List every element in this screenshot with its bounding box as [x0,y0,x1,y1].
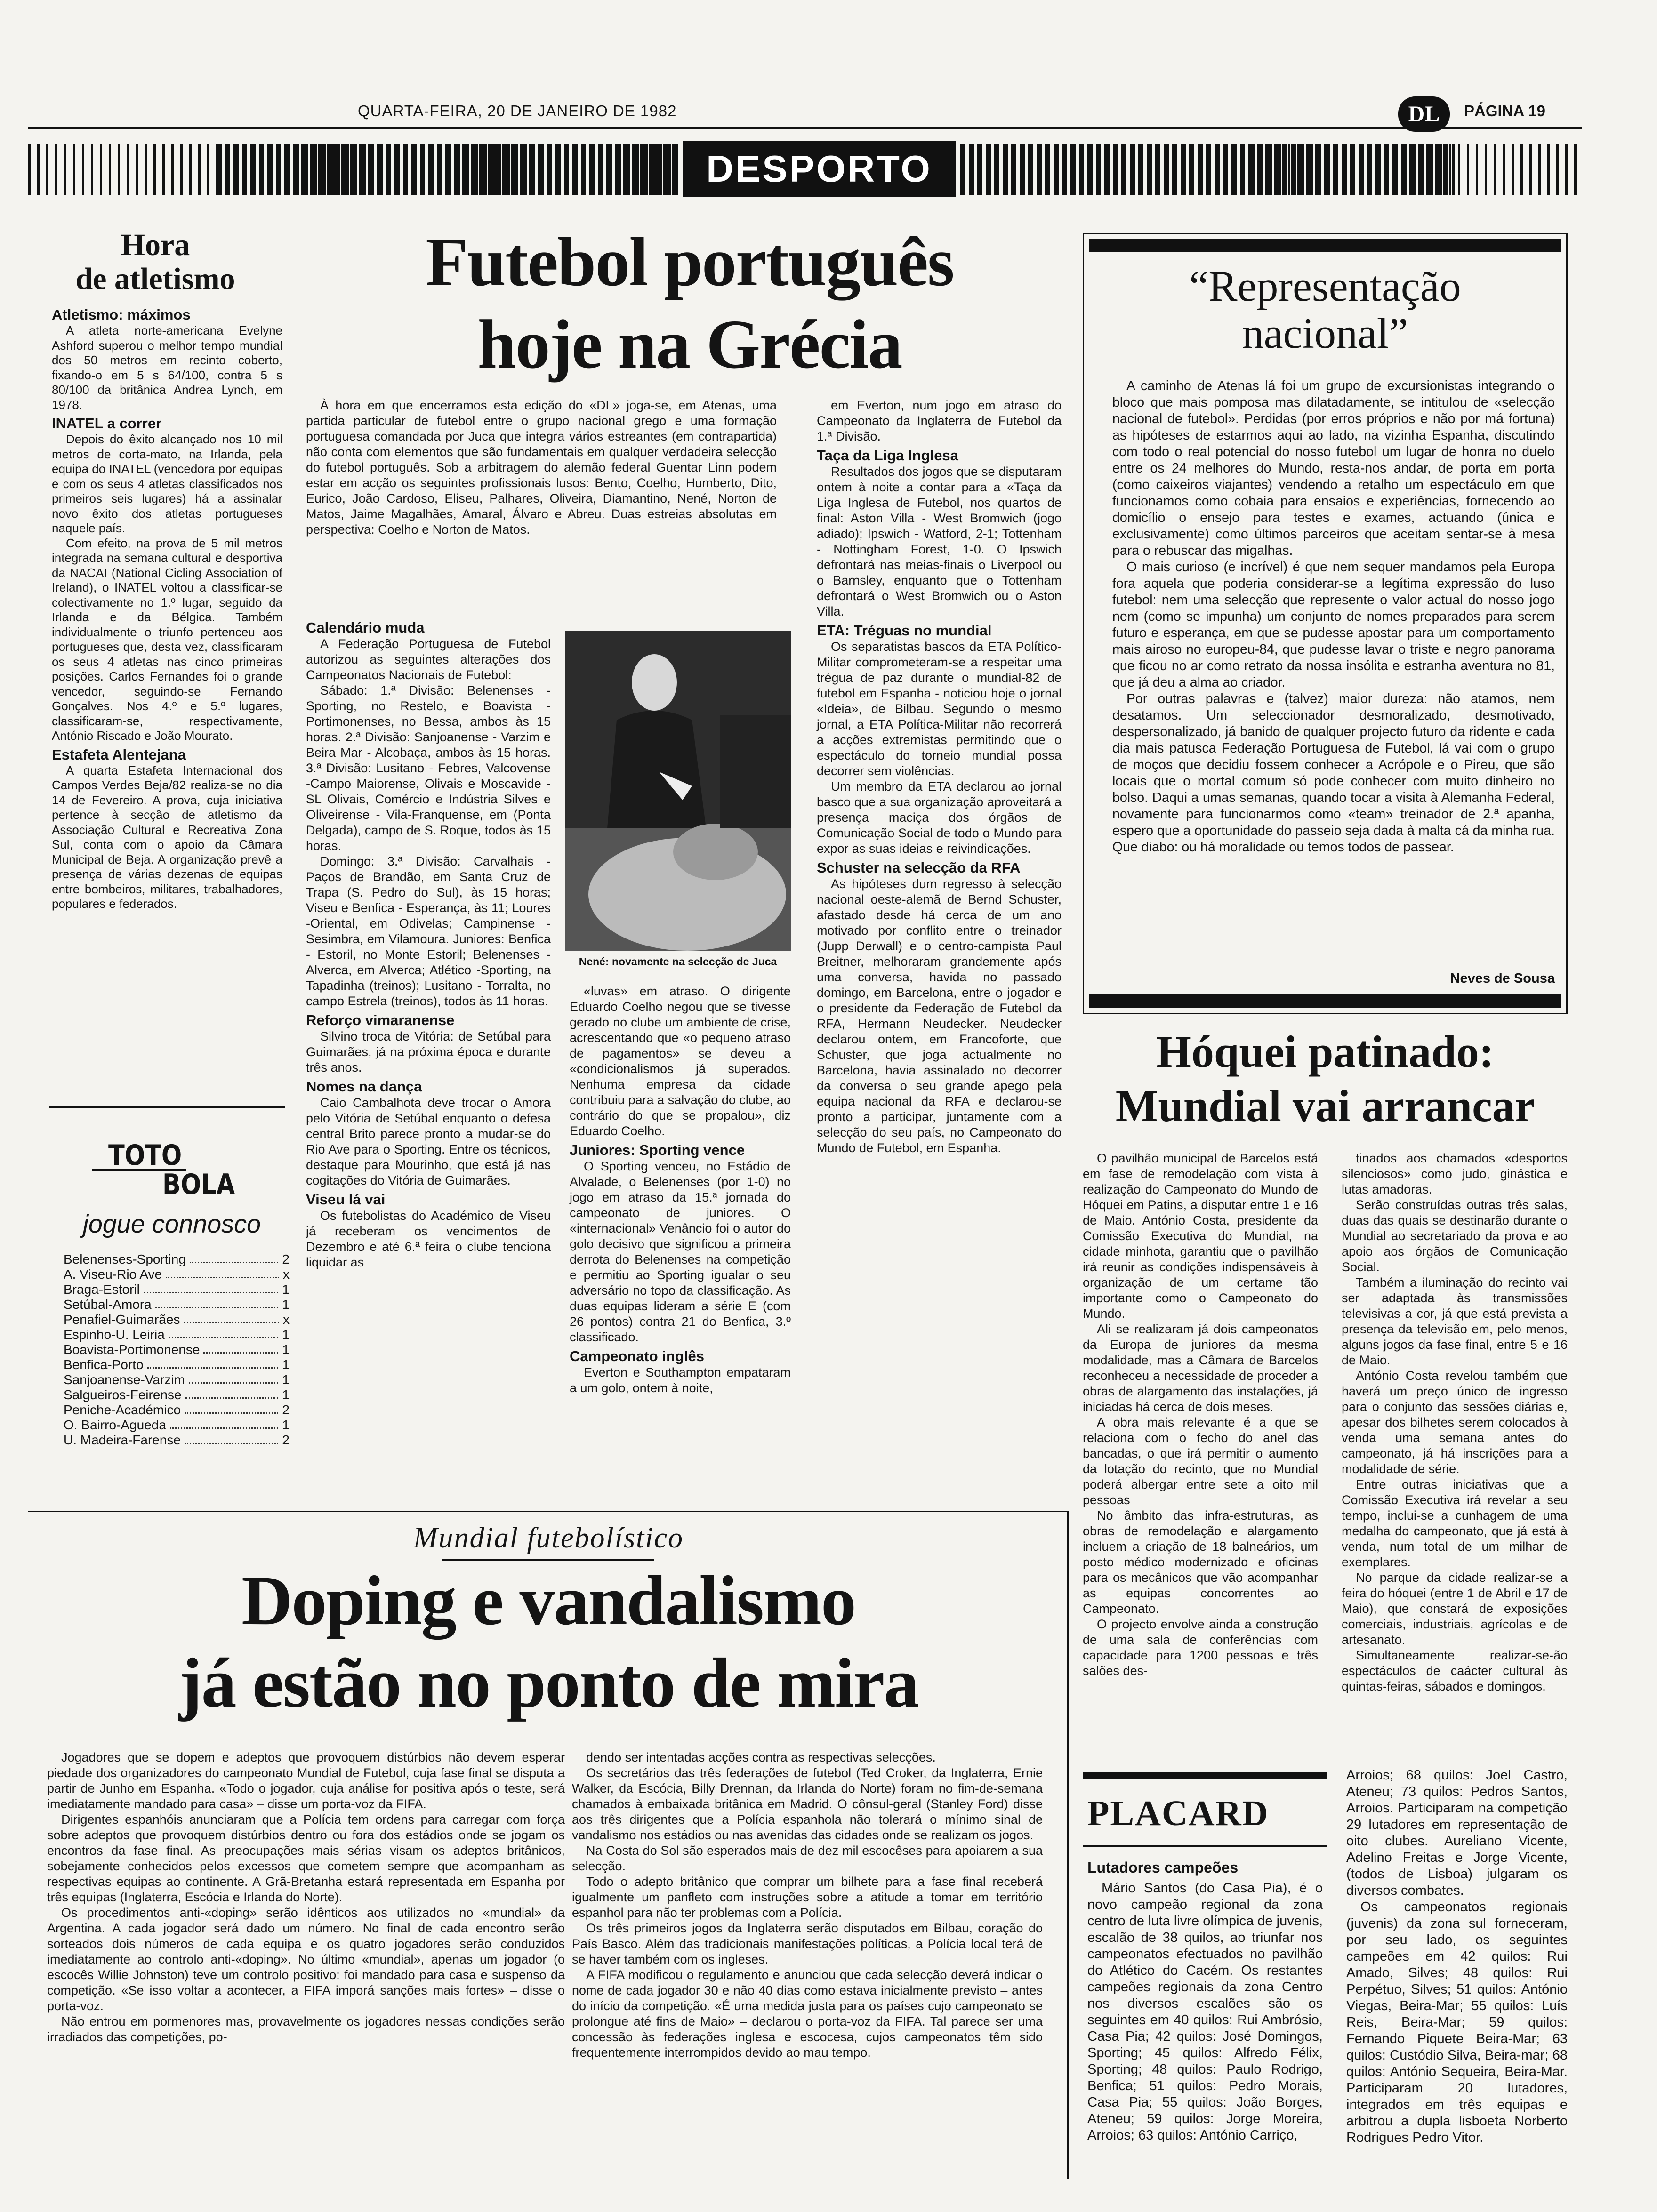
totobola-match: Belenenses-Sporting [64,1252,186,1266]
totobola-prediction: 1 [282,1297,290,1312]
paragraph: Serão construídas outras três salas, duas das quais se destinarão durante o Mundial ao secretariado da prova e ao apoio aos órgãos de Comunicação Social. [1342,1198,1568,1274]
nene-photo [565,631,791,951]
placard-title: PLACARD [1087,1794,1269,1833]
totobola-game [64,1267,290,1282]
totobola-match: Penafiel-Guimarães [64,1312,180,1327]
totobola-game [64,1433,290,1448]
futebol-col4 [817,398,1062,1156]
subhead: ETA: Tréguas no mundial [817,622,992,639]
paragraph: Dirigentes espanhóis anunciaram que a Polícia tem ordens para carregar com força sobre adeptos que provoquem distúrbios dentro ou fora dos estádios onde se jogam os encontros da fase final. As preocupações mais sérias visam os adeptos britânicos, sobejamente conhecidos pelos excessos que cometem sempre que acompanham as respectivas equipas ao continente. A Grã-Bretanha estará representada em Espanha por três equipas (Inglaterra, Escócia e Irlanda do Norte). [47,1812,565,1904]
totobola-prediction: 2 [282,1252,290,1266]
representacao-author: Neves de Sousa [1450,971,1555,986]
representacao-box [1083,233,1568,1014]
subhead: INATEL a correr [52,415,162,432]
subhead: Nomes na dança [306,1078,422,1095]
paragraph: A obra mais relevante é a que se relaciona com o fecho do anel das bancadas, o que irá permitir o aumento da lotação do recinto, que no Mundial poderá albergar entre sete a oito mil pessoas [1083,1415,1318,1507]
paragraph: Também a iluminação do recinto vai ser adaptada às transmissões televisivas a cor, já que está prevista a presença da televisão em, pelo menos, alguns jogos da fase final, entre 5 e 16 de Maio. [1342,1275,1568,1367]
paragraph: dendo ser intentadas acções contra as respectivas selecções. [586,1750,936,1764]
totobola-prediction: 1 [282,1357,290,1372]
placard-col2 [1346,1767,1568,2146]
totobola-game [64,1252,290,1267]
hoquei-title-line2: Mundial vai arrancar [1115,1081,1535,1131]
doping-title-line1: Doping e vandalismo [241,1562,855,1640]
totobola-logo-bottom: BOLA [162,1168,235,1201]
subhead: Estafeta Alentejana [52,746,186,763]
paragraph: A FIFA modificou o regulamento e anunciou que cada selecção deverá indicar o nome de cada jogador 30 e não 40 dias como estava inicialmente previsto – antes do início da competição. «É uma medida justa para os países cujo campeonato se prolongue até fins de Maio» – declarou o porta-voz da FIFA. Tal parece ser uma concessão às federações inglesa e escocesa, cujos campeonatos têm sido frequentemente interrompidos devido ao mau tempo. [572,1968,1043,2060]
totobola-match: Sanjoanense-Varzim [64,1372,185,1387]
totobola-match: U. Madeira-Farense [64,1433,181,1447]
totobola-prediction: x [283,1312,290,1327]
leader-dots [169,1327,279,1338]
masthead-rule [28,127,1582,129]
doping-title-line2: já estão no ponto de mira [178,1644,918,1722]
totobola-match: A. Viseu-Rio Ave [64,1267,162,1282]
futebol-lead [306,398,777,537]
totobola-game [64,1403,290,1418]
totobola-logo-top: TOTO [108,1139,182,1172]
paragraph: O Sporting venceu, no Estádio de Alvalade, o Belenenses (por 1-0) no jogo em atraso da 15.ª jornada do campeonato de juniores. O «internacional» Venâncio foi o autor do golo decisivo que significou a primeira derrota do Belenenses na competição e permitiu ao Sporting igualar o seu adversário no topo da classificação. As duas equipas lideram a série E (com 26 pontos) contra 21 do Benfica, 3.º classificado. [570,1159,791,1344]
hoquei-title-line1: Hóquei patinado: [1156,1026,1494,1077]
leader-dots [190,1252,278,1263]
leader-dots [189,1372,279,1384]
subhead: Viseu lá vai [306,1191,386,1208]
totobola-prediction: 2 [282,1433,290,1447]
leader-dots [166,1267,279,1278]
paragraph: António Costa revelou também que haverá um preço único de ingresso para o conjunto das sessões diárias e, apesar dos bilhetes serem colocados à venda uma semana antes do campeonato, já há inscrições para a modalidade de série. [1342,1369,1568,1476]
futebol-lead-text: À hora em que encerramos esta edição do «DL» joga-se, em Atenas, uma partida particular de futebol entre o grupo nacional grego e uma formação portuguesa comandada por Juca que integra vários estreantes (em contrapartida) não conta com elementos que são fundamentais em qualquer verdadeira selecção do futebol português. Sob a arbitragem do alemão federal Guentar Linn podem estar em acção os seguintes profissionais lusos: Bento, Coelho, Humberto, Dito, Eurico, João Cardoso, Eliseu, Palhares, Oliveira, Diamantino, Nené, Norton de Matos, Jaime Magalhães, Amaral, Álvaro e Abreu. Duas estreias absolutas em perspectiva: Coelho e Norton de Matos. [306,398,777,537]
paragraph: A caminho de Atenas lá foi um grupo de excursionistas integrando o bloco que mais pomposa mas dilatadamente, se intitulou de «selecção nacional de futebol». Perdidas (por erros próprios e não por má fortuna) as hipóteses de estarmos aqui ao lado, na vizinha Espanha, discutindo com todo o real potencial do nosso futebol um lugar de honra no duelo entre os 24 melhores do Mundo, resta-nos andar, de porta em porta (como caixeiros viajantes) vendendo a retalho um espectáculo em que funcionamos como cobaia para ensaios e experiências, fornecendo ao domicílio o ensejo para testes e exames, actuando (única e exclusivamente) como últimos parceiros que aceitam sentar-se à mesa para o rebuscar das migalhas. [1112,378,1555,558]
paragraph: Domingo: 3.ª Divisão: Carvalhais - Paços de Brandão, em Santa Cruz de Trapa (S. Pedro do Sul), às 15 horas; Viseu e Benfica - Esperança, às 11; Loures -Oriental, em Odivelas; Campinense - Sesimbra, em Vilamoura. Juniores: Benfica - Estoril, no Monte Estoril; Belenenses - Alverca, em Alverca; Atlético -Sporting, na Tapadinha (treinos); Lusitano - Torralta, no campo Estrela (treinos), todos às 11 horas. [306,854,551,1008]
leader-dots [144,1282,279,1293]
paragraph: Na Costa do Sol são esperados mais de dez mil escocêses para apoiarem a sua selecção. [572,1843,1043,1873]
nene-photo-caption: Nené: novamente na selecção de Juca [579,955,777,968]
totobola-game [64,1342,290,1357]
totobola-prediction: 2 [282,1403,290,1417]
paragraph: Todo o adepto britânico que comprar um bilhete para a fase final receberá igualmente um panfleto com instruções sobre a atitude a tomar em território espanhol para não ter problemas com a Polícia. [572,1875,1043,1920]
hoquei-col2 [1342,1151,1568,1694]
page-number: PÁGINA 19 [1464,102,1545,120]
hatch-band-left-dense [217,144,678,195]
totobola-prediction: 1 [282,1282,290,1297]
subhead: Campeonato inglês [570,1348,704,1364]
atletismo-rule [49,1106,285,1108]
doping-kicker: Mundial futebolístico [413,1522,684,1554]
futebol-title-line2: hoje na Grécia [477,306,902,383]
paragraph: Não entrou em pormenores mas, provavelmente os jogadores nessas condições serão irradiados das competições, po- [47,2014,565,2044]
representacao-body [1112,378,1555,856]
paragraph: Ali se realizaram já dois campeonatos da Europa de juniores da mesma modalidade, mas a Câmara de Barcelos reconheceu a necessidade de proceder a obras de alargamento das instalações, já iniciadas há cerca de dois meses. [1083,1322,1318,1414]
paragraph: Everton e Southampton empataram a um golo, ontem à noite, [570,1365,791,1395]
leader-dots [147,1357,279,1369]
totobola-match: Braga-Estoril [64,1282,140,1297]
totobola-game [64,1297,290,1312]
totobola-game [64,1312,290,1327]
paragraph: A Federação Portuguesa de Futebol autorizou as seguintes alterações dos Campeonatos Nacionais de Futebol: [306,637,551,682]
paragraph: Silvino troca de Vitória: de Setúbal para Guimarães, já na próxima época e durante três anos. [306,1029,551,1074]
subhead: Atletismo: máximos [52,306,191,323]
subhead: Calendário muda [306,619,425,636]
totobola-match: Peniche-Académico [64,1403,181,1417]
masthead [28,96,1582,216]
placard-col1 [1087,1880,1323,2144]
placard-subhead: Lutadores campeões [1087,1859,1239,1876]
totobola-game [64,1327,290,1342]
paragraph: Os três primeiros jogos da Inglaterra serão disputados em Bilbau, coração do País Basco. Além das tradicionais manifestações políticas, a Polícia local terá de se haver também com os ingleses. [572,1921,1043,1966]
paragraph: Depois do êxito alcançado nos 10 mil metros de corta-mato, na Irlanda, pela equipa do INATEL (vencedora por equipas e com os seus 4 atletas classificados nos primeiros seis lugares) há a assinalar novo êxito dos atletas portugueses naquele país. [52,432,282,535]
paragraph: Simultaneamente realizar-se-ão espectáculos de caácter cultural às quintas-feiras, sábados e domingos. [1342,1648,1568,1693]
totobola-match: Benfica-Porto [64,1357,144,1372]
placard-title-rule [1083,1845,1327,1847]
totobola-box [49,1139,294,1501]
section-banner: DESPORTO [683,141,956,197]
totobola-game [64,1282,290,1297]
atletismo-body [52,304,282,912]
atletismo-title: Hora de atletismo [75,228,235,296]
representacao-title: “Representação nacional” [1189,262,1461,357]
subhead: Juniores: Sporting vence [570,1142,745,1158]
paragraph: Entre outras iniciativas que a Comissão Executiva irá revelar a seu tempo, inclui-se a cunhagem de uma medalha do campeonato, que já está à venda, num total de um milhar de exemplares. [1342,1477,1568,1569]
placard-col1-text: Mário Santos (do Casa Pia), é o novo campeão regional da zona centro de luta livre olímpica de juvenis, escalão de 38 quilos, ao triunfar nos campeonatos efectuados no pavilhão do Atlético do Cacém. Os restantes campeões regionais da zona Centro nos diversos escalões são os seguintes em 40 quilos: Rui Ambrósio, Casa Pia; 42 quilos: José Domingos, Sporting; 45 quilos: Alfredo Félix, Sporting; 48 quilos: Paulo Rodrigo, Benfica; 51 quilos: Pedro Morais, Casa Pia; 55 quilos: João Borges, Ateneu; 59 quilos: Jorge Moreira, Arroios; 63 quilos: António Carriço, [1087,1881,1323,2143]
totobola-logo [59,1139,285,1210]
futebol-col2 [306,617,551,1270]
totobola-match: Setúbal-Amora [64,1297,152,1312]
paragraph: Com efeito, na prova de 5 mil metros integrada na semana cultural e desportiva da NACAI (National Cicling Association of Ireland), o INATEL voltou a classificar-se colectivamente no 1.º lugar, seguido da Irlanda e da Bélgica. Também individualmente o triunfo pertenceu aos portugueses que, desta vez, classificaram os seus 4 atletas nas cinco primeiras posições. Carlos Fernandes foi o grande vencedor, seguindo-se Fernando Gonçalves. Nos 4.º e 5.º lugares, classificaram-se, respectivamente, António Riscado e João Mourato. [52,536,282,743]
totobola-match: O. Bairro-Agueda [64,1418,166,1432]
totobola-match: Boavista-Portimonense [64,1342,200,1357]
totobola-game [64,1418,290,1433]
paragraph: em Everton, num jogo em atraso do Campeonato da Inglaterra de Futebol da 1.ª Divisão. [817,398,1062,443]
nene-photo-graphic [565,631,791,951]
paragraph: Os procedimentos anti-«doping» serão idênticos aos utilizados no «mundial» da Argentina. A cada jogador será dado um número. No final de cada encontro serão sorteados dois números de cada equipa e os quatro jogadores serão conduzidos imediatamente ao controlo anti-«doping». No último «mundial», apenas um jogador (o escocês Willie Johnston) teve um controlo positivo: foi mandado para casa e suspenso da competição. «Se isso voltar a acontecer, a FIFA imporá sanções mais fortes» – disse o porta-voz. [47,1906,565,2013]
leader-dots [185,1433,278,1444]
paragraph: «luvas» em atraso. O dirigente Eduardo Coelho negou que se tivesse gerado no clube um ambiente de crise, acrescentando que «o pequeno atraso de pagamentos» se deveu a «condicionalismos já superados. Nenhuma empresa da cidade contribuiu para a salvação do clube, ao contrário do que se propalou», diz Eduardo Coelho. [570,984,791,1138]
doping-kicker-rule [442,1559,654,1561]
paragraph: No parque da cidade realizar-se a feira do hóquei (entre 1 de Abril e 17 de Maio), que constará de exposições comerciais, industriais, agrícolas e de artesanato. [1342,1571,1568,1647]
paragraph: O projecto envolve ainda a construção de uma sala de conferências com capacidade para 1200 pessoas e três salões des- [1083,1617,1318,1678]
doping-col1 [47,1750,565,2045]
representacao-top-bar [1089,239,1561,252]
placard-col2a-text: Arroios; 68 quilos: Joel Castro, Ateneu; 73 quilos: Pedros Santos, Arroios. Participaram na competição 29 lutadores em representação de oito clubes. Aureliano Vicente, Adelino Freitas e Jorge Vicente, (todos de Lisboa) julgaram os diversos combates. [1346,1768,1568,1898]
doping-box [28,1511,1069,2179]
totobola-prediction: 1 [282,1372,290,1387]
hatch-band-right [1252,144,1582,195]
paragraph: A atleta norte-americana Evelyne Ashford superou o melhor tempo mundial dos 50 metros em recinto coberto, fixando-o em 5 s 64/100, contra 5 s 80/100 da britânica Andrea Lynch, em 1978. [52,323,282,412]
paragraph: Sábado: 1.ª Divisão: Belenenses - Sporting, no Restelo, e Boavista - Portimonenses, no Bessa, ambos às 15 horas. 2.ª Divisão: Sanjoanense - Varzim e Beira Mar - Alcobaça, ambos às 15 horas. 3.ª Divisão: Lusitano - Febres, Valcovense -Campo Maiorense, Olivais e Moscavide - SL Olivais, Comércio e Indústria Silves e Oliveirense - Vila-Franquense, em (Ponta Delgada), campo de S. Roque, todos às 15 horas. [306,683,551,853]
paragraph: Os separatistas bascos da ETA Político-Militar comprometeram-se a respeitar uma trégua de paz durante o mundial-82 de futebol em Espanha - noticiou hoje o jornal «Ideia», de Bilbau. Segundo o mesmo jornal, a ETA Política-Militar não recorrerá a acções extremistas permitindo que o espectáculo do torneio mundial possa decorrer sem violências. [817,640,1062,778]
date-line: QUARTA-FEIRA, 20 DE JANEIRO DE 1982 [358,102,677,120]
leader-dots [185,1387,279,1399]
subhead: Reforço vimaranense [306,1012,455,1028]
totobola-prediction: 1 [282,1387,290,1402]
paragraph: Jogadores que se dopem e adeptos que provoquem distúrbios não devem esperar piedade dos organizadores do campeonato Mundial de Futebol, cuja fase final se disputa a partir de Junho em Espanha. «Todo o jogador, cuja análise for positiva após o teste, será imediatamente mandado para casa» – disse um porta-voz da FIFA. [47,1750,565,1811]
paragraph: Resultados dos jogos que se disputaram ontem à noite a contar para a «Taça da Liga Inglesa de Futebol, nos quartos de final: Aston Villa - West Bromwich (jogo adiado); Ipswich - Watford, 2-1; Tottenham - Nottingham Forest, 1-0. O Ipswich defrontará nas meias-finais o Liverpool ou o Barnsley, enquanto que o Tottenham defrontará o West Bromwich ou o Aston Villa. [817,465,1062,618]
paragraph: A quarta Estafeta Internacional dos Campos Verdes Beja/82 realiza-se no dia 14 de Fevereiro. A prova, cuja iniciativa pertence à secção de atletismo da Associação Cultural e Recreativa Zona Sul, conta com o apoio da Câmara Municipal de Beja. A organização prevê a presença de várias dezenas de equipas entre bombeiros, militares, trabalhadores, populares e federados. [52,763,282,911]
futebol-title-line1: Futebol português [426,224,954,301]
totobola-match: Salgueiros-Feirense [64,1387,182,1402]
futebol-col3 [570,984,791,1396]
leader-dots [185,1403,278,1414]
doping-col2 [572,1750,1043,2060]
totobola-match: Espinho-U. Leiria [64,1327,165,1342]
placard-top-rule [1083,1772,1327,1779]
leader-dots [170,1418,279,1429]
totobola-game [64,1387,290,1403]
paragraph: No âmbito das infra-estruturas, as obras de remodelação e alargamento incluem a criação de 18 balneários, um posto médico modernizado e oficinas para os mecânicos que vão acompanhar as equipas concorrentes ao Campeonato. [1083,1508,1318,1616]
subhead: Schuster na selecção da RFA [817,859,1021,876]
paragraph: As hipóteses dum regresso à selecção nacional oeste-alemã de Bernd Schuster, afastado desde há cerca de um ano motivado por conflito entre o treinador (Jupp Derwall) e o centro-campista Paul Breitner, melhoraram grandemente após uma conversa, havida no passado domingo, em Barcelona, entre o jogador e o presidente da Federação de Futebol da RFA, Hermann Neudecker. Neudecker declarou ontem, em Francoforte, que Schuster, que joga actualmente no Barcelona, havia assinalado no decorrer da conversa o seu grande apego pela equipa nacional da RFA e declarou-se pronto a participar, juntamente com a selecção do seu país, no Campeonato do Mundo de Futebol, em Espanha. [817,877,1062,1155]
subhead: Taça da Liga Inglesa [817,447,958,464]
totobola-prediction: 1 [282,1418,290,1432]
leader-dots [184,1312,279,1323]
representacao-bottom-bar [1089,994,1561,1008]
paragraph: Por outras palavras e (talvez) maior dureza: não atamos, nem desatamos. Um seleccionador desmoralizado, desmotivado, despersonalizado, já banido de qualquer projecto futuro da ridente e cada dia mais patusca Federação Portuguesa de Futebol, lá vai com o grupo de moços que decidiu fossem conhecer a Acrópole e o Pireu, que são locais que o mortal comum só pode conhecer com muito dinheiro no bolso. Daqui a umas semanas, quando tocar a visita à Alemanha Federal, novamente para funcionarmos como «team» treinador de 2.ª apanha, espero que a oportunidade do passeio seja dada à malta cá da minha rua. Que diabo: ou há moralidade ou temos todos de passear. [1112,691,1555,855]
totobola-prediction: 1 [282,1342,290,1357]
placard-col2b-text: Os campeonatos regionais (juvenis) da zona sul forneceram, por seu lado, os seguintes campeões em 42 quilos: Rui Amado, Silves; 48 quilos: Rui Perpétuo, Silves; 51 quilos: António Viegas, Beira-Mar; 55 quilos: Luís Reis, Beira-Mar; 59 quilos: Fernando Piquete Beira-Mar; 63 quilos: Custódio Silva, Beira-mar; 68 quilos: António Sequeira, Beira-Mar. Participaram 20 lutadores, integrados em três equipas e arbitrou a dupla lisboeta Norberto Rodrigues Pedro Vitor. [1346,1899,1568,2145]
totobola-game [64,1372,290,1387]
totobola-game [64,1357,290,1372]
paragraph: tinados aos chamados «desportos silenciosos» como judo, ginástica e lutas amadoras. [1342,1151,1568,1196]
paragraph: Os secretários das três federações de futebol (Ted Croker, da Inglaterra, Ernie Walker, da Escócia, Billy Drennan, da Irlanda do Norte) foram no fim-de-semana chamados à embaixada britânica em Madrid. O cônsul-geral (Stanley Ford) disse aos três dirigentes que a Polícia espanhola não tolerará o mínimo sinal de vandalismo nos estádios ou nas avenidas das cidades onde se realizam os jogos. [572,1766,1043,1842]
paragraph: Um membro da ETA declarou ao jornal basco que a sua organização aproveitará a presença maciça dos órgãos de Comunicação Social de todo o Mundo para expor as suas ideias e reivindicações. [817,779,1062,856]
totobola-tagline: jogue connosco [82,1210,261,1238]
paragraph: Os futebolistas do Académico de Viseu já receberam os vencimentos de Dezembro e até 6.ª feira o clube tenciona liquidar as [306,1209,551,1269]
paragraph: O pavilhão municipal de Barcelos está em fase de remodelação com vista à realização do Campeonato do Mundo de Hóquei em Patins, a disputar entre 1 e 16 de Maio. António Costa, presidente da Comissão Executiva do Mundial, na cidade minhota, garantiu que o pavilhão irá reunir as condições indispensáveis à organização de um certame tão importante como o Campeonato do Mundo. [1083,1151,1318,1321]
totobola-list [64,1252,290,1448]
totobola-prediction: x [283,1267,290,1282]
hoquei-col1 [1083,1151,1318,1679]
dl-logo: DL [1398,96,1450,132]
leader-dots [155,1297,279,1308]
totobola-prediction: 1 [282,1327,290,1342]
leader-dots [203,1342,278,1354]
paragraph: O mais curioso (e incrível) é que nem sequer mandamos pela Europa fora aquela que poderia considerar-se a legítima expressão do luso futebol: nem uma selecção que represente o valor actual do nosso jogo nem (como se impunha) um conjunto de nomes preparados para serem futuro e esperança, em que se pudesse apostar para um comportamento mais airoso no europeu-84, que pudesse lavar o triste e negro panorama que ficou no ar como retrato da nossa insólita e estranha aventura no 81, que já deu a alma ao criador. [1112,560,1555,690]
paragraph: Caio Cambalhota deve trocar o Amora pelo Vitória de Setúbal enquanto o defesa central Brito parece pronto a mudar-se do Rio Ave para o Sporting. Entre os técnicos, destaque para Mourinho, que está já nas cogitações do Vitória de Guimarães. [306,1096,551,1187]
